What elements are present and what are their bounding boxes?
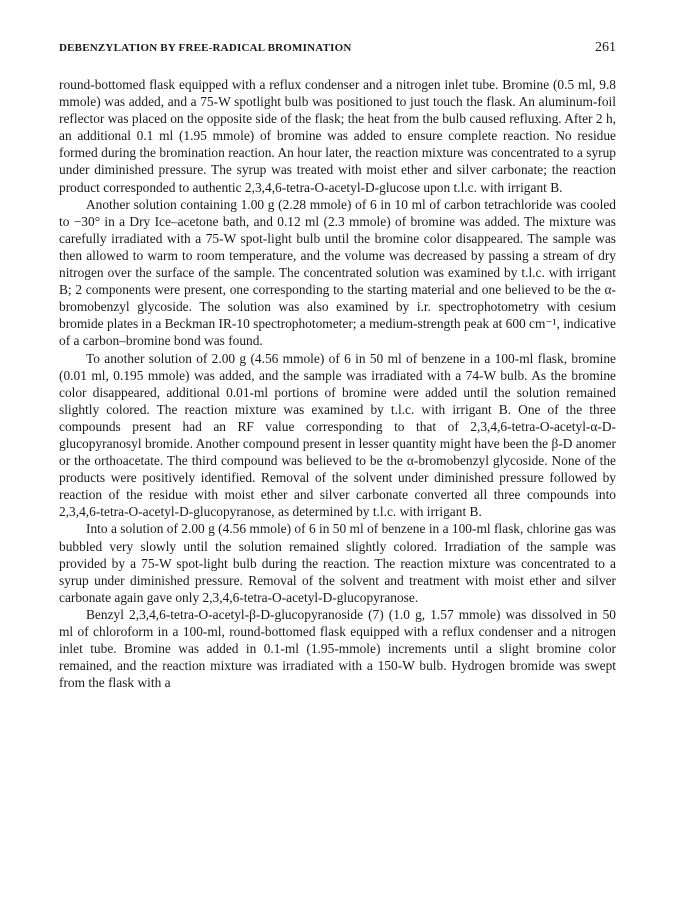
paragraph-carbon-tetrachloride: Another solution containing 1.00 g (2.28 mmole) of 6 in 10 ml of carbon tetrachloride was cooled to −30° in a Dry Ice–acetone bath, and 0.12 ml (2.3 mmole) of bromine was added. The mixture was carefully irradiated with a 75-W spot-light bulb until the bromine color disappeared. The sample was then allowed to warm to room temperature, and the volume was decreased by passing a stream of dry nitrogen over the surface of the sample. The concentrated solution was examined by t.l.c. with irrigant B; 2 components were present, one corresponding to the starting material and one believed to be the α-bromobenzyl glycoside. The solution was also examined by i.r. spectrophotometry with cesium bromide plates in a Beckman IR-10 spectrophotometer; a medium-strength peak at 600 cm⁻¹, indicative of a carbon–bromine bond was found. (59, 196, 616, 349)
page-number: 261 (595, 40, 616, 55)
running-head (59, 40, 616, 62)
paragraph-continuation: round-bottomed flask equipped with a reflux condenser and a nitrogen inlet tube. Bromine (0.5 ml, 9.8 mmole) was added, and a 75-W spotlight bulb was positioned to just touch the flask. An aluminum-foil reflector was placed on the opposite side of the flask; the heat from the bulb caused refluxing. After 2 h, an additional 0.1 ml (1.95 mmole) of bromine was added to ensure complete reaction. No residue formed during the bromination reaction. An hour later, the reaction mixture was concentrated to a syrup under diminished pressure. The syrup was treated with moist ether and silver carbonate; the reaction product corresponded to authentic 2,3,4,6-tetra-O-acetyl-D-glucose upon t.l.c. with irrigant B. (59, 77, 616, 195)
body-text (59, 76, 616, 691)
paragraph-chlorine: Into a solution of 2.00 g (4.56 mmole) of 6 in 50 ml of benzene in a 100-ml flask, chlorine gas was bubbled very slowly until the solution remained slightly colored. Irradiation of the sample was provided by a 75-W spot-light bulb during the reaction. The reaction mixture was concentrated to a syrup under diminished pressure. Removal of the solvent and treatment with moist ether and silver carbonate again gave only 2,3,4,6-tetra-O-acetyl-D-glucopyranose. (59, 521, 616, 605)
paragraph-benzene-bromine: To another solution of 2.00 g (4.56 mmole) of 6 in 50 ml of benzene in a 100-ml flask, bromine (0.01 ml, 0.195 mmole) was added, and the sample was irradiated with a 74-W bulb. As the bromine color disappeared, additional 0.01-ml portions of bromine were added until the solution remained slightly colored. The reaction mixture was examined by t.l.c. with irrigant B. One of the three compounds present had an RF value corresponding to that of 2,3,4,6-tetra-O-acetyl-α-D-glucopyranosyl bromide. Another compound present in lesser quantity might have been the β-D anomer or the orthoacetate. The third compound was believed to be the α-bromobenzyl glycoside. None of the products were positively identified. Removal of the solvent under diminished pressure followed by reaction of the residue with moist ether and silver carbonate converted all three compounds into 2,3,4,6-tetra-O-acetyl-D-glucopyranose, as determined by t.l.c. with irrigant B. (59, 350, 616, 520)
running-title: DEBENZYLATION BY FREE-RADICAL BROMINATION (59, 42, 352, 54)
journal-page (59, 40, 616, 691)
paragraph-benzyl-glucopyranoside: Benzyl 2,3,4,6-tetra-O-acetyl-β-D-glucopyranoside (7) (1.0 g, 1.57 mmole) was dissolved in 50 ml of chloroform in a 100-ml, round-bottomed flask equipped with a reflux condenser and a nitrogen inlet tube. Bromine was added in 0.1-ml (1.95-mmole) increments until a slight bromine color remained, and the reaction mixture was irradiated with a 150-W bulb. Hydrogen bromide was swept from the flask with a (59, 606, 616, 691)
